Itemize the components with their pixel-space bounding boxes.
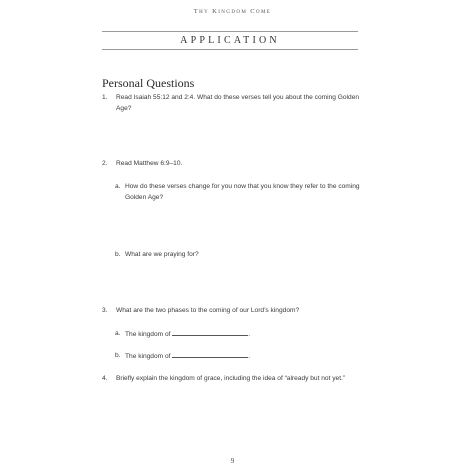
question-number: 4. xyxy=(102,375,108,382)
question-3b xyxy=(115,351,361,363)
question-3a xyxy=(115,329,361,341)
question-text: Briefly explain the kingdom of grace, including the idea of “already but not yet.” xyxy=(116,375,346,382)
sub-question-text: What are we praying for? xyxy=(125,251,199,258)
question-text: Read Matthew 6:9–10. xyxy=(116,160,183,167)
question-2a xyxy=(115,182,361,203)
sub-question-label: a. xyxy=(115,330,121,337)
question-number: 1. xyxy=(102,94,108,101)
sub-question-label: a. xyxy=(115,183,121,190)
sentence-end: . xyxy=(248,353,251,360)
question-number: 2. xyxy=(102,160,108,167)
page-number: 9 xyxy=(230,457,235,465)
question-3 xyxy=(102,306,362,317)
question-4 xyxy=(102,374,362,385)
section-rule-top xyxy=(102,31,358,32)
sub-question-label: b. xyxy=(115,352,121,359)
sub-question-text xyxy=(125,329,361,341)
fill-in-prompt: The kingdom of xyxy=(125,331,171,338)
fill-in-prompt: The kingdom of xyxy=(125,353,171,360)
question-text: Read Isaiah 55:12 and 2:4. What do these verses tell you about the coming Golden Age? xyxy=(116,94,360,112)
question-text: What are the two phases to the coming of our Lord’s kingdom? xyxy=(116,307,300,314)
subheading: Personal Questions xyxy=(102,76,195,90)
question-2 xyxy=(102,159,362,170)
sub-question-text: How do these verses change for you now that you know they refer to the coming Golden Age? xyxy=(125,183,360,201)
fill-in-blank[interactable] xyxy=(172,351,251,360)
sentence-end: . xyxy=(248,331,251,338)
fill-in-blank[interactable] xyxy=(172,329,251,338)
section-title: APPLICATION xyxy=(180,35,280,46)
sub-question-text xyxy=(125,351,361,363)
question-2b xyxy=(115,250,361,261)
sub-question-label: b. xyxy=(115,251,121,258)
question-1 xyxy=(102,93,362,114)
question-number: 3. xyxy=(102,307,108,314)
running-head: Thy Kingdom Come xyxy=(193,8,272,15)
section-rule-bottom xyxy=(102,49,358,50)
